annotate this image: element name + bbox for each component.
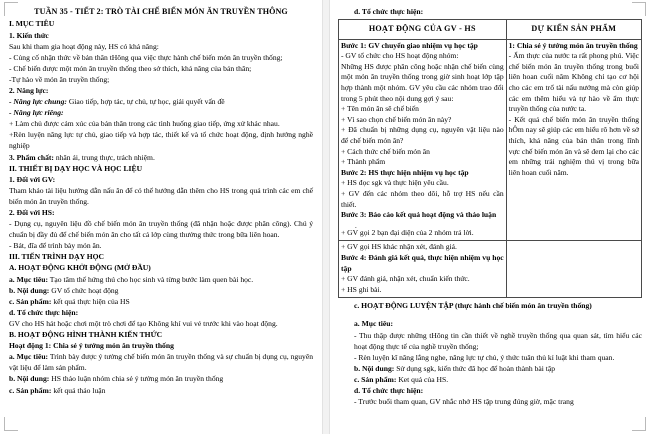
cell-product-0-p-2: - Kết quả chế biến món ăn truyền thống hÔm nay sẽ giúp các em hiểu rõ hơn về sở thích, khả năng của bản thân trong lĩnh vực chế biến món ăn và sẽ đem lại cho các em những trải nghiệm thú vị trong bữa liên hoan cuối năm. [508,114,639,177]
column-header-teacher-student-activity: HOẠT ĐỘNG CỦA GV - HS [339,20,507,40]
left-paragraph-29-text: kết quả thảo luận [51,385,106,395]
left-paragraph-18: III. TIẾN TRÌNH DẠY HỌC [9,252,105,262]
left-paragraph-10: +Rèn luyện năng lực tự chủ, giao tiếp và hợp tác, thiết kế và tổ chức hoạt động, định hướng nghề nghiệp [9,130,313,151]
activity-table-head [339,20,642,40]
cell-activity-0 [339,39,507,241]
practice-paragraph-6-text: Ket quả của HS. [396,374,449,384]
left-paragraph-21-lead: b. Nội dung: [9,285,50,295]
cell-product-0-p-1: - Ẩm thực của nước ta rất phong phú. Việc chế biến món ăn truyền thống trong buổi liên hoan cuối năm Không chỉ tạo cơ hội cho các em trổ tài nấu nướng mà còn giúp các em thêm hiểu và tự hào về ẩm thực truyền thống của nước ta. [508,51,639,114]
left-paragraph-8: - Năng lực riêng: [9,108,64,118]
left-paragraph-14: Tham khảo tài liệu hướng dẫn nấu ăn để có thể hướng dẫn thêm cho HS trong quá trình các em chế biến món ăn truyền thống. [9,185,313,206]
left-paragraph-17: - Bát, đĩa để trình bày món ăn. [9,241,102,251]
left-paragraph-27 [9,351,313,373]
cell-activity-0-p-11: Bước 3: Báo cáo kết quả hoạt động và thảo luận [341,210,497,220]
left-paragraph-9: + Làm chủ được cảm xúc của bản thân trong các tình huống giao tiếp, ứng xử khác nhau. [9,119,280,129]
practice-paragraph-6 [354,374,642,385]
left-paragraph-3: - Củng cố nhận thức về bản thân tHông qua việc thực hành chế biến món ăn truyền thống; [9,52,283,62]
practice-paragraph-0: c. HOẠT ĐỘNG LUYỆN TẬP (thực hành chế biến món ăn truyền thống) [354,301,592,311]
left-paragraph-26: Hoạt động 1: Chia sẻ ý tưởng món ăn truyền thống [9,341,174,351]
practice-paragraph-5 [354,363,642,374]
left-paragraph-29-lead: c. Sản phẩm: [9,385,52,395]
left-paragraph-20 [9,274,313,285]
table-row [339,241,642,298]
cell-activity-0-p-6: + Cách thức chế biến món ăn [341,146,430,156]
cell-activity-0-p-5: + Đã chuẩn bị những dụng cụ, nguyên vật liệu nào để chế biến món ăn? [341,125,504,146]
left-paragraph-22 [9,296,313,307]
left-paragraph-1: 1. Kiến thức [9,30,49,40]
document-page-right [330,0,650,434]
practice-activity-section [338,300,642,407]
cell-activity-0-p-1: - GV tổ chức cho HS hoạt động nhóm: [341,51,459,61]
left-paragraph-7 [9,96,313,107]
left-paragraph-5: -Tự hào về món ăn truyền thống; [9,74,110,84]
left-paragraph-11-text: nhân ái, trung thực, trách nhiệm. [53,152,155,162]
cell-activity-0-p-0: Bước 1: GV chuyển giao nhiệm vụ học tập [341,40,478,50]
cell-activity-1 [339,241,507,298]
activity-table [338,19,642,298]
left-paragraph-27-text: Trình bày được ý tưởng chế biến món ăn truyền thống và sự chuẩn bị dụng cụ, nguyên vật liệu để làm sản phẩm. [9,352,313,373]
cell-activity-0-p-9: + HS đọc sgk và thực hiện yêu cầu. [341,178,449,188]
page-crop-mark-bottom-left [4,417,18,431]
left-paragraph-11 [9,152,313,163]
organize-implementation-heading: d. Tổ chức thực hiện: [354,7,424,16]
left-paragraph-12: II. THIẾT BỊ DẠY HỌC VÀ HỌC LIỆU [9,163,143,173]
left-paragraph-21-text: GV tổ chức hoạt động [49,285,119,295]
column-header-expected-product: DỰ KIẾN SẢN PHẨM [506,20,641,40]
left-paragraph-0: I. MỤC TIÊU [9,19,55,29]
page-gutter [322,0,330,434]
cell-activity-0-p-8: Bước 2: HS thực hiện nhiệm vụ học tập [341,167,469,177]
left-paragraph-2: Sau khi tham gia hoạt động này, HS có khả năng: [9,41,159,51]
left-paragraph-7-lead: - Năng lực chung: [9,97,67,107]
cell-activity-0-p-10: + GV đến các nhóm theo dõi, hỗ trợ HS nếu cần thiết. [341,189,504,209]
practice-paragraph-5-text: Sử dụng sgk, kiến thức đã học để hoàn thành bài tập [394,363,556,373]
left-paragraph-25: B. HOẠT ĐỘNG HÌNH THÀNH KIẾN THỨC [9,330,163,340]
cell-activity-0-p-4: + Vì sao chọn chế biến món ăn này? [341,114,452,124]
cell-activity-0-p-3: + Tên món ăn sẽ chế biến [341,104,419,114]
cell-activity-1-p-0: + GV gọi HS khác nhận xét, đánh giá. [341,242,457,252]
left-paragraph-28-text: HS thảo luận nhóm chia sẻ ý tưởng món ăn truyền thống [49,374,224,384]
cell-activity-0-p-12: . [355,221,357,230]
left-paragraph-22-lead: c. Sản phẩm: [9,296,52,306]
practice-paragraph-8: - Trước buổi tham quan, GV nhắc nhở HS tập trung đúng giờ, mặc trang [354,397,574,407]
page-title: TUẦN 35 - TIẾT 2: TRÒ TÀI CHẾ BIẾN MÓN ĂN TRUYỀN THÔNG [34,7,288,16]
left-paragraph-28 [9,373,313,384]
document-page-left [0,0,322,434]
cell-activity-1-p-3: + HS ghi bài. [341,284,382,294]
left-paragraph-11-lead: 3. Phẩm chất: [9,152,54,162]
left-paragraph-28-lead: b. Nội dung: [9,374,50,384]
left-paragraph-16: - Dụng cụ, nguyên liệu đồ chế biến món ăn truyền thống (đã nhận hoặc được phân công). Chú ý chuẩn bị đầy đủ để chế biến món ăn cho tất cả lớp cùng thưởng thức trong bữa liên hoan. [9,219,313,240]
practice-paragraph-2: a. Mục tiêu: [354,319,394,329]
left-paragraph-29 [9,385,313,396]
cell-product-0-p-0: 1: Chia sẻ ý tưởng món ăn truyền thống [508,40,638,50]
left-paragraph-13: 1. Đối với GV: [9,174,56,184]
left-paragraph-20-lead: a. Mục tiêu: [9,274,49,284]
page-crop-mark-bottom-right [632,417,646,431]
practice-paragraph-1 [354,311,642,318]
left-paragraph-23: d. Tổ chức thực hiện: [9,307,79,317]
cell-activity-0-p-13: + GV gọi 2 bạn đại diện của 2 nhóm trả lời. [341,227,474,237]
cell-activity-1-p-1: Bước 4: Đánh giá kết quả, thực hiện nhiệm vụ học tập [341,252,504,273]
right-page-content [338,6,642,407]
table-row [339,39,642,241]
activity-table-header-row [339,20,642,40]
left-paragraph-20-text: Tạo tâm thế hứng thú cho học sinh và từng bước làm quen bài học. [48,274,254,284]
practice-paragraph-5-lead: b. Nội dung: [354,363,395,373]
left-paragraph-6: 2. Năng lực: [9,85,49,95]
cell-product-0 [506,39,641,241]
left-paragraph-22-text: kết quả thực hiện của HS [51,296,130,306]
left-paragraph-7-text: Giao tiếp, hợp tác, tự chủ, tự học, giải quyết vấn đề [66,97,225,107]
cell-activity-0-p-7: + Thành phẩm [341,157,386,167]
left-paragraph-27-lead: a. Mục tiêu: [9,352,49,362]
cell-activity-0-p-2: Những HS được phân công hoặc nhận chế biến cùng một món ăn truyền thống trong giờ sinh hoạt lớp tập hợp thành một nhóm. GV yêu cầu các nhóm trao đổi trong 5 phút theo nội dung gợi ý sau: [341,61,504,103]
left-paragraph-4: - Chế biến được một món ăn truyền thống theo sở thích, khả năng của bản thân; [9,63,252,73]
practice-paragraph-3: - Thu thập được những tHông tin cần thiết về nghề truyền thống qua quan sát, tìm hiểu các hoạt động thực tế của nghề truyền thống; [354,330,642,351]
practice-paragraph-4: - Rèn luyện kĩ năng lắng nghe, năng lực tự chủ, ý thức tuân thủ kỉ luật khi tham quan. [354,352,615,362]
cell-activity-1-p-2: + GV đánh giá, nhận xét, chuẩn kiến thức. [341,274,470,284]
practice-paragraph-7: d. Tổ chức thực hiện: [354,386,424,395]
left-page-blocks [9,18,313,395]
practice-paragraph-6-lead: c. Sản phẩm: [354,374,397,384]
left-paragraph-19: A. HOẠT ĐỘNG KHỞI ĐỘNG (MỞ ĐẦU) [9,263,151,273]
activity-table-body [339,39,642,298]
left-paragraph-24: GV cho HS hát hoặc chơi một trò chơi để tạo Không khí vui vẻ trước khi vào hoạt động. [9,318,278,328]
left-page-content [9,6,313,396]
left-paragraph-21 [9,285,313,296]
left-paragraph-15: 2. Đối với HS: [9,208,55,217]
cell-product-1 [506,241,641,298]
